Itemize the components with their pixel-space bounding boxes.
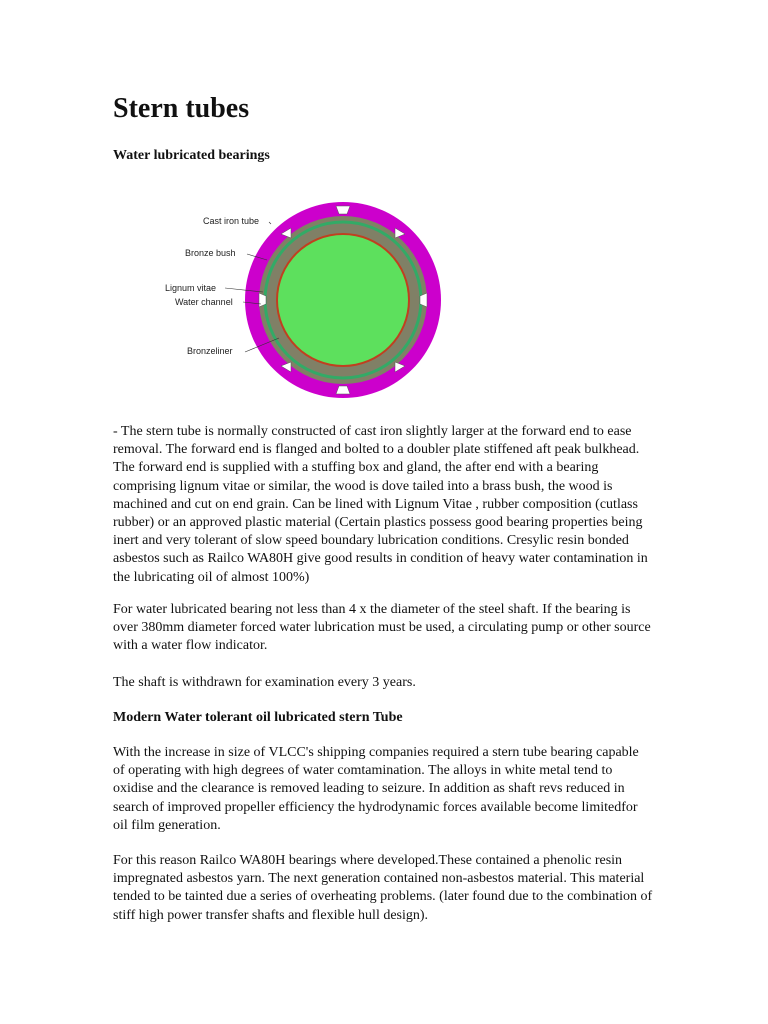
paragraph-vlcc-requirements: With the increase in size of VLCC's shipping companies required a stern tube bearing capable of operating with high degrees of water comtamination. The alloys in white metal tend to oxidise and the clearance is removed leading to seizure. In addition as shaft revs reduced in search of improved propeller efficiency the hydrodynamic forces available become limitedfor oil film generation. [113,745,639,833]
section-heading-water-lubricated: Water lubricated bearings [113,148,270,163]
paragraph-water-lubricated-bearing-size: For water lubricated bearing not less than 4 x the diameter of the steel shaft. If the bearing is over 380mm diameter forced water lubrication must be used, a circulating pump or other source with a water flow indicator. [113,602,651,654]
page-title: Stern tubes [113,93,250,124]
label-bronze-liner: Bronzeliner [187,346,233,356]
paragraph-railco-bearings: For this reason Railco WA80H bearings where developed.These contained a phenolic resin impregnated asbestos yarn. The next generation contained non-asbestos material. This material tended to be tainted due a series of overheating problems. (later found due to the combination of stiff high power transfer shafts and flexible hull design). [113,853,653,923]
label-lignum-vitae: Lignum vitae [165,283,217,293]
label-water-channel: Water channel [175,297,233,307]
label-cast-iron-tube: Cast iron tube [203,216,260,226]
section-heading-modern-oil-lubricated: Modern Water tolerant oil lubricated stern Tube [113,710,403,725]
label-bronze-bush: Bronze bush [185,248,236,258]
shaft-circle [278,235,408,365]
paragraph-shaft-withdrawal: The shaft is withdrawn for examination every 3 years. [113,675,416,690]
stern-tube-cross-section-figure [143,180,483,420]
paragraph-stern-tube-construction: - The stern tube is normally constructed of cast iron slightly larger at the forward end to ease removal. The forward end is flanged and bolted to a doubler plate stiffened aft peak bulkhead. The forward end is supplied with a stuffing box and gland, the after end with a bearing comprising lignum vitae or similar, the wood is dove tailed into a brass bush, the wood is machined and cut on end grain. Can be lined with Lignum Vitae , rubber composition (cutlass rubber) or an approved plastic material (Certain plastics possess good bearing properties being inert and very tolerant of slow speed boundary lubrication conditions. Cresylic resin bonded asbestos such as Railco WA80H give good results in condition of heavy water contamination in the lubricating oil of almost 100%) [113,424,648,585]
cross-section-diagram [143,180,483,420]
